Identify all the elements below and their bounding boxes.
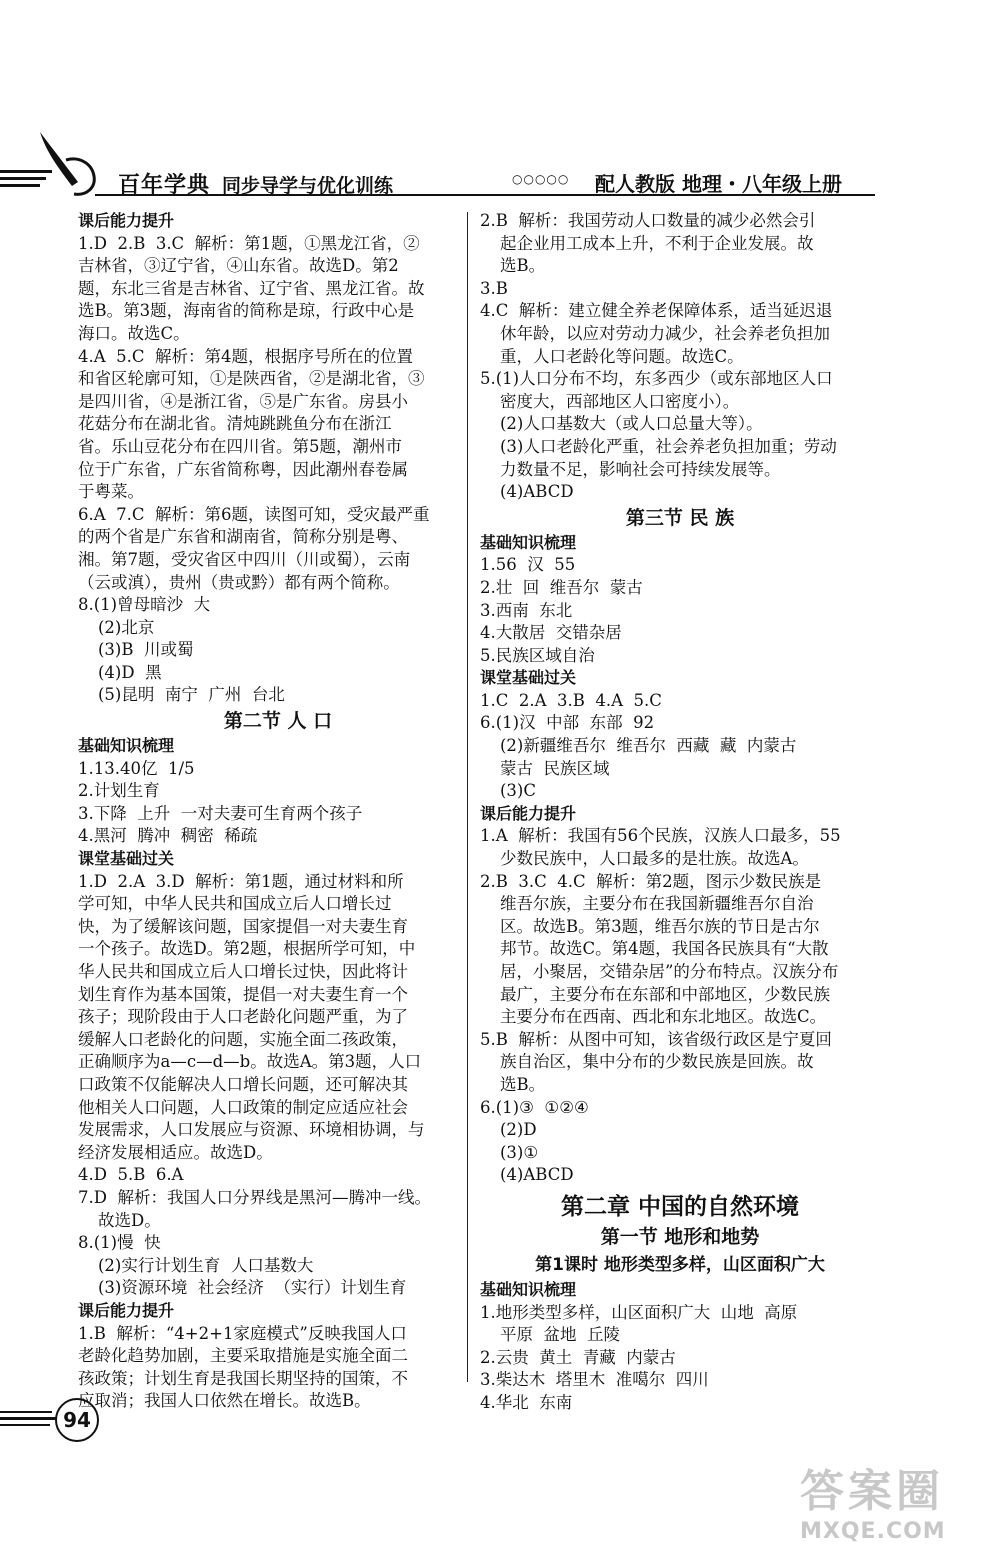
answer-line: 3.下降 上升 一对夫妻可生育两个孩子: [78, 803, 363, 823]
section-heading: 课堂基础过关: [78, 849, 175, 869]
answer-line: 3.柴达木 塔里木 准噶尔 四川: [480, 1370, 709, 1390]
header-rule: [95, 194, 875, 196]
answer-line: (4)ABCD: [500, 1165, 574, 1185]
answer-line: (4)D 黑: [98, 662, 162, 682]
lesson-subtitle: 第1课时 地形类型多样，山区面积广大: [535, 1254, 825, 1275]
answer-line: 选B。第3题，海南省的简称是琼，行政中心是: [78, 301, 415, 321]
right-column: [480, 210, 880, 1415]
section-heading: 课后能力提升: [480, 803, 577, 823]
answer-line: 密度大，西部地区人口密度小）。: [500, 391, 740, 411]
page-number: 94: [55, 1398, 99, 1442]
answer-line: (2)新疆维吾尔 维吾尔 西藏 藏 内蒙古: [500, 736, 797, 756]
answer-line: 1.B 解析：“4+2+1家庭模式”反映我国人口: [78, 1323, 407, 1343]
answer-line: 主要分布在西南、西北和东北地区。故选C。: [500, 1007, 827, 1027]
left-column: [78, 210, 478, 1413]
answer-line: 族自治区，集中分布的少数民族是回族。故: [500, 1052, 814, 1072]
book-subtitle: 同步导学与优化训练: [222, 175, 394, 197]
answer-line: 6.A 7.C 解析：第6题，读图可知，受灾最严重: [78, 504, 430, 524]
page-header: [0, 130, 1000, 200]
answer-line: 1.A 解析：我国有56个民族，汉族人口最多，55: [480, 826, 841, 846]
answer-line: 2.壮 回 维吾尔 蒙古: [480, 577, 643, 597]
answer-line: 老龄化趋势加剧，主要采取措施是实施全面二: [78, 1346, 408, 1366]
answer-line: 口政策不仅能解决人口增长问题，还可解决其: [78, 1074, 408, 1094]
answer-line: 蒙古 民族区域: [500, 758, 610, 778]
column-divider: [467, 212, 468, 1382]
answer-line: (2)实行计划生育 人口基数大: [98, 1255, 314, 1275]
answer-line: 平原 盆地 丘陵: [500, 1325, 620, 1345]
answer-line: 经济发展相适应。故选D。: [78, 1142, 273, 1162]
answer-line: 6.(1)汉 中部 东部 92: [480, 713, 655, 733]
answer-line: 1.D 2.A 3.D 解析：第1题，通过材料和所: [78, 871, 404, 891]
answer-line: (3)①: [500, 1142, 539, 1162]
answer-line: 孩子；现阶段由于人口老龄化问题严重，为了: [78, 1007, 408, 1027]
answer-line: (3)资源环境 社会经济 （实行）计划生育: [98, 1278, 407, 1298]
answer-line: 发展需求，人口发展应与资源、环境相协调，与: [78, 1120, 425, 1140]
answer-line: 故选D。: [98, 1210, 161, 1230]
answer-line: 4.华北 东南: [480, 1392, 573, 1412]
watermark-url: MXQE.COM: [800, 1519, 946, 1544]
brand-name: 百年学典: [118, 173, 211, 198]
answer-line: 吉林省，③辽宁省，④山东省。故选D。第2: [78, 256, 399, 276]
answer-line: 4.C 解析：建立健全养老保障体系，适当延迟退: [480, 301, 833, 321]
answer-line: 4.大散居 交错杂居: [480, 623, 622, 643]
answer-line: 2.B 解析：我国劳动人口数量的减少必然会引: [480, 211, 816, 230]
answer-line: 2.计划生育: [78, 781, 160, 801]
answer-line: 他相关人口问题，人口政策的制定应适应社会: [78, 1097, 408, 1117]
lesson-title: 第二节 人 口: [223, 710, 333, 733]
answer-line: (5)昆明 南宁 广州 台北: [98, 685, 285, 705]
answer-line: 应取消；我国人口依然在增长。故选B。: [78, 1391, 371, 1411]
answer-line: 起企业用工成本上升，不利于企业发展。故: [500, 233, 814, 253]
section-heading: 课后能力提升: [78, 1300, 175, 1320]
answer-line: 8.(1)曾母暗沙 大: [78, 595, 211, 615]
decorative-dots: ○○○○○: [512, 172, 570, 186]
answer-line: (2)D: [500, 1120, 537, 1140]
answer-line: 休年龄，以应对劳动力减少，社会养老负担加: [500, 323, 830, 343]
answer-line: 华人民共和国成立后人口增长过快，因此将计: [78, 962, 408, 981]
answer-line: 和省区轮廓可知，①是陕西省，②是湖北省，③: [78, 369, 425, 389]
answer-line: 2.B 3.C 4.C 解析：第2题，图示少数民族是: [480, 871, 822, 891]
answer-line: （云或滇），贵州（贵或黔）都有两个简称。: [78, 572, 400, 592]
section-heading: 课后能力提升: [78, 211, 175, 230]
answer-line: 力数量不足，影响社会可持续发展等。: [500, 459, 781, 479]
answer-line: 1.地形类型多样，山区面积广大 山地 高原: [480, 1302, 798, 1322]
answer-line: 快，为了缓解该问题，国家提倡一对夫妻生育: [78, 916, 408, 936]
answer-line: 维吾尔族，主要分布在我国新疆维吾尔自治: [500, 894, 814, 914]
answer-line: 5.民族区域自治: [480, 645, 595, 665]
answer-line: 位于广东省，广东省简称粤，因此潮州春卷属: [78, 459, 408, 479]
answer-line: 一个孩子。故选D。第2题，根据所学可知，中: [78, 939, 416, 959]
answer-line: 1.56 汉 55: [480, 555, 576, 575]
answer-line: 4.D 5.B 6.A: [78, 1165, 184, 1185]
answer-line: 8.(1)慢 快: [78, 1233, 161, 1253]
answer-line: 是四川省，④是浙江省，⑤是广东省。房县小: [78, 391, 408, 411]
answer-line: (3)人口老龄化严重，社会养老负担加重；劳动: [500, 436, 837, 456]
answer-line: 5.B 解析：从图中可知，该省级行政区是宁夏回: [480, 1029, 832, 1049]
footer-lines-decoration: [0, 1405, 60, 1435]
answer-line: 7.D 解析：我国人口分界线是黑河—腾冲一线。: [78, 1187, 431, 1207]
answer-line: 邦节。故选C。第4题，我国各民族具有“大散: [500, 939, 829, 959]
answer-line: 重，人口老龄化等问题。故选C。: [500, 346, 744, 366]
answer-line: 的两个省是广东省和湖南省，简称分别是粤、: [78, 527, 408, 547]
answer-line: 正确顺序为a—c—d—b。故选A。第3题，人口: [78, 1052, 422, 1072]
answer-line: 最广，主要分布在东部和中部地区，少数民族: [500, 984, 830, 1004]
answer-line: (2)人口基数大（或人口总量大等）。: [500, 414, 763, 434]
answer-line: 少数民族中，人口最多的是壮族。故选A。: [500, 849, 809, 869]
answer-line: 3.B: [480, 278, 508, 298]
answer-line: 3.西南 东北: [480, 600, 573, 620]
section-heading: 基础知识梳理: [480, 532, 577, 552]
answer-line: 湘。第7题，受灾省区中四川（川或蜀），云南: [78, 549, 411, 569]
answer-line: (3)C: [500, 781, 536, 801]
quill-pen-logo-icon: [0, 130, 110, 200]
answer-line: 于粤菜。: [78, 482, 144, 502]
answer-line: 划生育作为基本国策，提倡一对夫妻生育一个: [78, 984, 408, 1004]
watermark-text: 答案圈: [800, 1466, 944, 1517]
answer-line: 省。乐山豆花分布在四川省。第5题，潮州市: [78, 436, 402, 456]
answer-line: 5.(1)人口分布不均，东多西少（或东部地区人口: [480, 369, 833, 389]
answer-line: (3)B 川或蜀: [98, 640, 194, 660]
answer-line: 2.云贵 黄土 青藏 内蒙古: [480, 1347, 676, 1367]
section-heading: 基础知识梳理: [480, 1279, 577, 1299]
answer-line: 4.A 5.C 解析：第4题，根据序号所在的位置: [78, 346, 414, 366]
answer-line: (4)ABCD: [500, 482, 574, 502]
answer-line: 1.13.40亿 1/5: [78, 758, 195, 778]
answer-line: 孩政策；计划生育是我国长期坚持的国策，不: [78, 1368, 408, 1388]
answer-line: 6.(1)③ ①②④: [480, 1097, 589, 1117]
answer-line: 1.C 2.A 3.B 4.A 5.C: [480, 690, 662, 710]
answer-line: 题，东北三省是吉林省、辽宁省、黑龙江省。故: [78, 278, 425, 298]
answer-line: 缓解人口老龄化的问题，实施全面二孩政策，: [78, 1029, 408, 1049]
answer-line: (2)北京: [98, 617, 155, 637]
lesson-title: 第一节 地形和地势: [600, 1225, 760, 1248]
watermark-logo: [800, 1455, 995, 1545]
section-heading: 基础知识梳理: [78, 736, 175, 756]
section-heading: 课堂基础过关: [480, 668, 577, 688]
answer-line: 4.黑河 腾冲 稠密 稀疏: [78, 826, 258, 846]
answer-line: 海口。故选C。: [78, 323, 190, 343]
lesson-title: 第三节 民 族: [625, 506, 735, 529]
chapter-title: 第二章 中国的自然环境: [560, 1193, 799, 1220]
answer-line: 1.D 2.B 3.C 解析：第1题，①黑龙江省，②: [78, 233, 420, 253]
edition-label: 配人教版 地理・八年级上册: [595, 172, 842, 196]
answer-line: 区。故选B。第3题，维吾尔族的节日是古尔: [500, 916, 820, 936]
answer-line: 居，小聚居，交错杂居”的分布特点。汉族分布: [500, 962, 839, 981]
answer-line: 选B。: [500, 1074, 546, 1094]
answer-line: 选B。: [500, 256, 546, 276]
answer-line: 学可知，中华人民共和国成立后人口增长过: [78, 894, 392, 914]
answer-line: 花菇分布在湖北省。清炖跳跳鱼分布在浙江: [78, 414, 392, 434]
